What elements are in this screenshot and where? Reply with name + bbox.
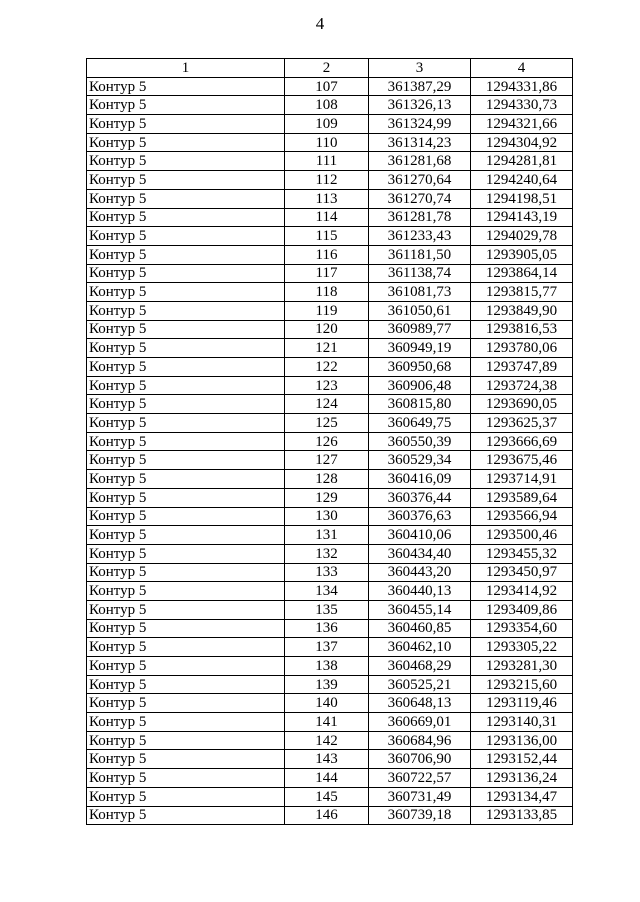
x-coordinate-cell: 361138,74 <box>369 264 471 283</box>
y-coordinate-cell: 1293305,22 <box>471 638 573 657</box>
point-number-cell: 120 <box>285 320 369 339</box>
x-coordinate-cell: 360410,06 <box>369 526 471 545</box>
table-row <box>87 544 573 563</box>
table-row <box>87 395 573 414</box>
table-row <box>87 694 573 713</box>
x-coordinate-cell: 360906,48 <box>369 376 471 395</box>
y-coordinate-cell: 1294029,78 <box>471 227 573 246</box>
contour-name-cell: Контур 5 <box>87 171 285 190</box>
contour-name-cell: Контур 5 <box>87 264 285 283</box>
y-coordinate-cell: 1294331,86 <box>471 77 573 96</box>
contour-name-cell: Контур 5 <box>87 488 285 507</box>
contour-name-cell: Контур 5 <box>87 451 285 470</box>
table-row <box>87 245 573 264</box>
x-coordinate-cell: 360434,40 <box>369 544 471 563</box>
x-coordinate-cell: 360731,49 <box>369 787 471 806</box>
y-coordinate-cell: 1293134,47 <box>471 787 573 806</box>
table-row <box>87 769 573 788</box>
x-coordinate-cell: 361281,68 <box>369 152 471 171</box>
x-coordinate-cell: 360648,13 <box>369 694 471 713</box>
contour-name-cell: Контур 5 <box>87 507 285 526</box>
contour-name-cell: Контур 5 <box>87 769 285 788</box>
x-coordinate-cell: 361081,73 <box>369 283 471 302</box>
y-coordinate-cell: 1294304,92 <box>471 133 573 152</box>
header-row <box>87 59 573 78</box>
contour-name-cell: Контур 5 <box>87 432 285 451</box>
contour-name-cell: Контур 5 <box>87 339 285 358</box>
contour-name-cell: Контур 5 <box>87 77 285 96</box>
point-number-cell: 117 <box>285 264 369 283</box>
table-row <box>87 115 573 134</box>
contour-name-cell: Контур 5 <box>87 787 285 806</box>
column-header-4: 4 <box>471 59 573 78</box>
point-number-cell: 126 <box>285 432 369 451</box>
x-coordinate-cell: 360443,20 <box>369 563 471 582</box>
point-number-cell: 138 <box>285 657 369 676</box>
table-row <box>87 657 573 676</box>
x-coordinate-cell: 360989,77 <box>369 320 471 339</box>
contour-name-cell: Контур 5 <box>87 600 285 619</box>
contour-name-cell: Контур 5 <box>87 526 285 545</box>
column-header-1: 1 <box>87 59 285 78</box>
x-coordinate-cell: 361324,99 <box>369 115 471 134</box>
point-number-cell: 122 <box>285 358 369 377</box>
y-coordinate-cell: 1293864,14 <box>471 264 573 283</box>
y-coordinate-cell: 1294281,81 <box>471 152 573 171</box>
contour-name-cell: Контур 5 <box>87 750 285 769</box>
table-header <box>87 59 573 78</box>
table-row <box>87 283 573 302</box>
table-row <box>87 806 573 825</box>
table-row <box>87 488 573 507</box>
y-coordinate-cell: 1293816,53 <box>471 320 573 339</box>
point-number-cell: 144 <box>285 769 369 788</box>
x-coordinate-cell: 361050,61 <box>369 301 471 320</box>
x-coordinate-cell: 361181,50 <box>369 245 471 264</box>
point-number-cell: 121 <box>285 339 369 358</box>
y-coordinate-cell: 1293152,44 <box>471 750 573 769</box>
table-row <box>87 264 573 283</box>
table-row <box>87 414 573 433</box>
y-coordinate-cell: 1293849,90 <box>471 301 573 320</box>
y-coordinate-cell: 1293140,31 <box>471 713 573 732</box>
table-row <box>87 787 573 806</box>
point-number-cell: 132 <box>285 544 369 563</box>
x-coordinate-cell: 360706,90 <box>369 750 471 769</box>
point-number-cell: 108 <box>285 96 369 115</box>
point-number-cell: 118 <box>285 283 369 302</box>
x-coordinate-cell: 360455,14 <box>369 600 471 619</box>
point-number-cell: 142 <box>285 731 369 750</box>
contour-name-cell: Контур 5 <box>87 544 285 563</box>
point-number-cell: 141 <box>285 713 369 732</box>
point-number-cell: 128 <box>285 470 369 489</box>
x-coordinate-cell: 360950,68 <box>369 358 471 377</box>
x-coordinate-cell: 361270,64 <box>369 171 471 190</box>
table-row <box>87 432 573 451</box>
table-row <box>87 189 573 208</box>
point-number-cell: 129 <box>285 488 369 507</box>
y-coordinate-cell: 1293675,46 <box>471 451 573 470</box>
point-number-cell: 115 <box>285 227 369 246</box>
contour-name-cell: Контур 5 <box>87 806 285 825</box>
contour-name-cell: Контур 5 <box>87 96 285 115</box>
x-coordinate-cell: 360722,57 <box>369 769 471 788</box>
point-number-cell: 127 <box>285 451 369 470</box>
y-coordinate-cell: 1293690,05 <box>471 395 573 414</box>
contour-name-cell: Контур 5 <box>87 713 285 732</box>
contour-name-cell: Контур 5 <box>87 245 285 264</box>
x-coordinate-cell: 360460,85 <box>369 619 471 638</box>
y-coordinate-cell: 1293780,06 <box>471 339 573 358</box>
point-number-cell: 139 <box>285 675 369 694</box>
x-coordinate-cell: 360525,21 <box>369 675 471 694</box>
x-coordinate-cell: 360376,63 <box>369 507 471 526</box>
y-coordinate-cell: 1293215,60 <box>471 675 573 694</box>
point-number-cell: 114 <box>285 208 369 227</box>
table-row <box>87 320 573 339</box>
contour-name-cell: Контур 5 <box>87 582 285 601</box>
y-coordinate-cell: 1293136,00 <box>471 731 573 750</box>
contour-name-cell: Контур 5 <box>87 563 285 582</box>
table-row <box>87 171 573 190</box>
x-coordinate-cell: 360440,13 <box>369 582 471 601</box>
x-coordinate-cell: 361314,23 <box>369 133 471 152</box>
y-coordinate-cell: 1293724,38 <box>471 376 573 395</box>
point-number-cell: 112 <box>285 171 369 190</box>
contour-name-cell: Контур 5 <box>87 694 285 713</box>
y-coordinate-cell: 1294198,51 <box>471 189 573 208</box>
x-coordinate-cell: 361326,13 <box>369 96 471 115</box>
table-row <box>87 731 573 750</box>
contour-name-cell: Контур 5 <box>87 638 285 657</box>
x-coordinate-cell: 360669,01 <box>369 713 471 732</box>
table-row <box>87 451 573 470</box>
table-row <box>87 152 573 171</box>
x-coordinate-cell: 360684,96 <box>369 731 471 750</box>
point-number-cell: 124 <box>285 395 369 414</box>
point-number-cell: 130 <box>285 507 369 526</box>
contour-name-cell: Контур 5 <box>87 376 285 395</box>
point-number-cell: 137 <box>285 638 369 657</box>
contour-name-cell: Контур 5 <box>87 657 285 676</box>
y-coordinate-cell: 1293815,77 <box>471 283 573 302</box>
table-row <box>87 582 573 601</box>
contour-name-cell: Контур 5 <box>87 731 285 750</box>
contour-name-cell: Контур 5 <box>87 675 285 694</box>
point-number-cell: 116 <box>285 245 369 264</box>
point-number-cell: 110 <box>285 133 369 152</box>
x-coordinate-cell: 360529,34 <box>369 451 471 470</box>
point-number-cell: 143 <box>285 750 369 769</box>
x-coordinate-cell: 360815,80 <box>369 395 471 414</box>
page-number: 4 <box>315 14 325 33</box>
table-row <box>87 77 573 96</box>
x-coordinate-cell: 360376,44 <box>369 488 471 507</box>
x-coordinate-cell: 360649,75 <box>369 414 471 433</box>
y-coordinate-cell: 1293500,46 <box>471 526 573 545</box>
y-coordinate-cell: 1293414,92 <box>471 582 573 601</box>
point-number-cell: 113 <box>285 189 369 208</box>
table-row <box>87 563 573 582</box>
x-coordinate-cell: 360416,09 <box>369 470 471 489</box>
table-row <box>87 227 573 246</box>
contour-name-cell: Контур 5 <box>87 208 285 227</box>
point-number-cell: 107 <box>285 77 369 96</box>
y-coordinate-cell: 1294240,64 <box>471 171 573 190</box>
table-row <box>87 526 573 545</box>
coordinates-table <box>86 58 573 825</box>
table-row <box>87 208 573 227</box>
y-coordinate-cell: 1293281,30 <box>471 657 573 676</box>
x-coordinate-cell: 360462,10 <box>369 638 471 657</box>
y-coordinate-cell: 1293450,97 <box>471 563 573 582</box>
point-number-cell: 123 <box>285 376 369 395</box>
y-coordinate-cell: 1293455,32 <box>471 544 573 563</box>
x-coordinate-cell: 360468,29 <box>369 657 471 676</box>
x-coordinate-cell: 360550,39 <box>369 432 471 451</box>
point-number-cell: 134 <box>285 582 369 601</box>
contour-name-cell: Контур 5 <box>87 283 285 302</box>
table-body <box>87 77 573 825</box>
x-coordinate-cell: 361233,43 <box>369 227 471 246</box>
point-number-cell: 131 <box>285 526 369 545</box>
table-row <box>87 470 573 489</box>
table-row <box>87 339 573 358</box>
table-row <box>87 638 573 657</box>
x-coordinate-cell: 361281,78 <box>369 208 471 227</box>
table-row <box>87 713 573 732</box>
contour-name-cell: Контур 5 <box>87 115 285 134</box>
point-number-cell: 140 <box>285 694 369 713</box>
contour-name-cell: Контур 5 <box>87 227 285 246</box>
contour-name-cell: Контур 5 <box>87 414 285 433</box>
y-coordinate-cell: 1293136,24 <box>471 769 573 788</box>
contour-name-cell: Контур 5 <box>87 470 285 489</box>
y-coordinate-cell: 1294321,66 <box>471 115 573 134</box>
column-header-2: 2 <box>285 59 369 78</box>
x-coordinate-cell: 360739,18 <box>369 806 471 825</box>
y-coordinate-cell: 1293714,91 <box>471 470 573 489</box>
y-coordinate-cell: 1293566,94 <box>471 507 573 526</box>
contour-name-cell: Контур 5 <box>87 358 285 377</box>
table-row <box>87 750 573 769</box>
y-coordinate-cell: 1293119,46 <box>471 694 573 713</box>
y-coordinate-cell: 1293409,86 <box>471 600 573 619</box>
table-row <box>87 96 573 115</box>
x-coordinate-cell: 361387,29 <box>369 77 471 96</box>
x-coordinate-cell: 361270,74 <box>369 189 471 208</box>
y-coordinate-cell: 1293666,69 <box>471 432 573 451</box>
y-coordinate-cell: 1293747,89 <box>471 358 573 377</box>
table-row <box>87 507 573 526</box>
y-coordinate-cell: 1293589,64 <box>471 488 573 507</box>
table-row <box>87 358 573 377</box>
column-header-3: 3 <box>369 59 471 78</box>
table-row <box>87 376 573 395</box>
point-number-cell: 125 <box>285 414 369 433</box>
point-number-cell: 109 <box>285 115 369 134</box>
table-row <box>87 600 573 619</box>
table-row <box>87 619 573 638</box>
contour-name-cell: Контур 5 <box>87 395 285 414</box>
point-number-cell: 146 <box>285 806 369 825</box>
point-number-cell: 111 <box>285 152 369 171</box>
contour-name-cell: Контур 5 <box>87 189 285 208</box>
y-coordinate-cell: 1293133,85 <box>471 806 573 825</box>
y-coordinate-cell: 1294143,19 <box>471 208 573 227</box>
point-number-cell: 136 <box>285 619 369 638</box>
y-coordinate-cell: 1293625,37 <box>471 414 573 433</box>
x-coordinate-cell: 360949,19 <box>369 339 471 358</box>
point-number-cell: 135 <box>285 600 369 619</box>
point-number-cell: 145 <box>285 787 369 806</box>
y-coordinate-cell: 1293354,60 <box>471 619 573 638</box>
contour-name-cell: Контур 5 <box>87 133 285 152</box>
table-row <box>87 675 573 694</box>
contour-name-cell: Контур 5 <box>87 619 285 638</box>
table-row <box>87 133 573 152</box>
contour-name-cell: Контур 5 <box>87 301 285 320</box>
point-number-cell: 133 <box>285 563 369 582</box>
point-number-cell: 119 <box>285 301 369 320</box>
y-coordinate-cell: 1293905,05 <box>471 245 573 264</box>
y-coordinate-cell: 1294330,73 <box>471 96 573 115</box>
table-row <box>87 301 573 320</box>
contour-name-cell: Контур 5 <box>87 152 285 171</box>
contour-name-cell: Контур 5 <box>87 320 285 339</box>
